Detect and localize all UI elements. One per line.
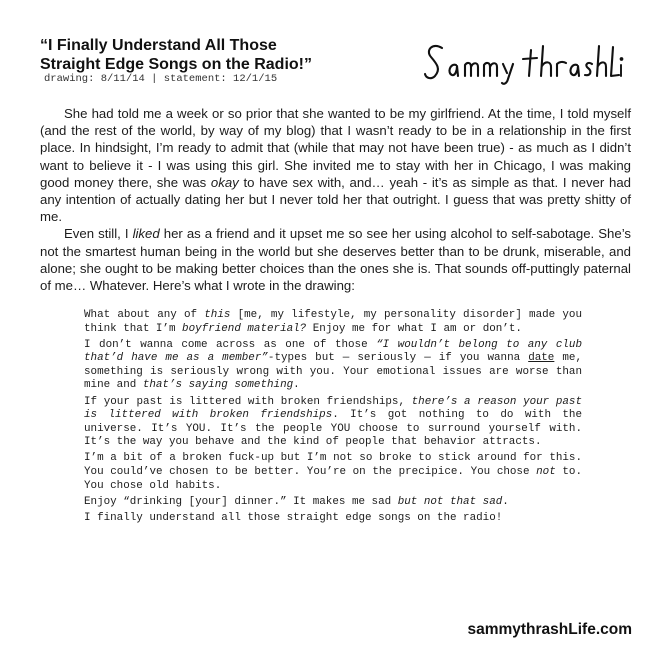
drawing-paragraph-4: I’m a bit of a broken fuck-up but I’m not so broke to stick around for this. You could’ve chosen to be better. You’re on the precipice. You chose not to. You chose old habits. [84,452,582,492]
website-url[interactable]: sammythrashLife.com [467,621,632,638]
page-title [40,36,380,74]
statement-paragraph-1: She had told me a week or so prior that she wanted to be my girlfriend. At the time, I told myself (and the rest of the world, by way of my blog) that I wasn’t ready to be in a relationship in the first place. In hindsight, I’m ready to admit that (while that may not have been true) - as much as I didn’t want to believe it - I was using this girl. She invited me to stay with her in Chicago, I was making good money there, she was okay to have sex with, and… yeah - it’s as simple as that. I never had any intention of actually dating her but I never told her that outright. I guess that was pretty shitty of me. [40,106,631,225]
drawing-text-block [84,309,582,528]
date-line: drawing: 8/11/14 | statement: 12/1/15 [44,73,278,85]
drawing-paragraph-1: What about any of this [me, my lifestyle, my personality disorder] made you think that I’m boyfriend material? Enjoy me for what I am or don’t. [84,309,582,335]
title-line-2: Straight Edge Songs on the Radio!” [40,56,312,73]
drawing-paragraph-2: I don’t wanna come across as one of those “I wouldn’t belong to any club that’d have me as a member”-types but — seriously — if you wanna date me, something is seriously wrong with you. Your emotional issues are worse than mine and that’s saying something. [84,338,582,392]
drawing-paragraph-3: If your past is littered with broken friendships, there’s a reason your past is littered with broken friendships. It’s got nothing to do with the universe. It’s YOU. It’s the people YOU choose to surround yourself with. It’s the way you behave and the kind of people that behavior attracts. [84,395,582,449]
statement-paragraph-2: Even still, I liked her as a friend and it upset me so see her using alcohol to self-sabotage. She’s not the smartest human being in the world but she deserves better than to be drunk, miserable, and alone; she ought to be making better choices than the ones she is. That sounds off-puttingly paternal of me… Whatever. Here’s what I wrote in the drawing: [40,226,631,294]
drawing-paragraph-6: I finally understand all those straight edge songs on the radio! [84,511,503,524]
sammy-thrashlife-logo [423,38,628,88]
statement-text [40,105,631,294]
drawing-paragraph-5: Enjoy “drinking [your] dinner.” It makes me sad but not that sad. [84,495,509,508]
title-line-1: “I Finally Understand All Those [40,37,277,54]
